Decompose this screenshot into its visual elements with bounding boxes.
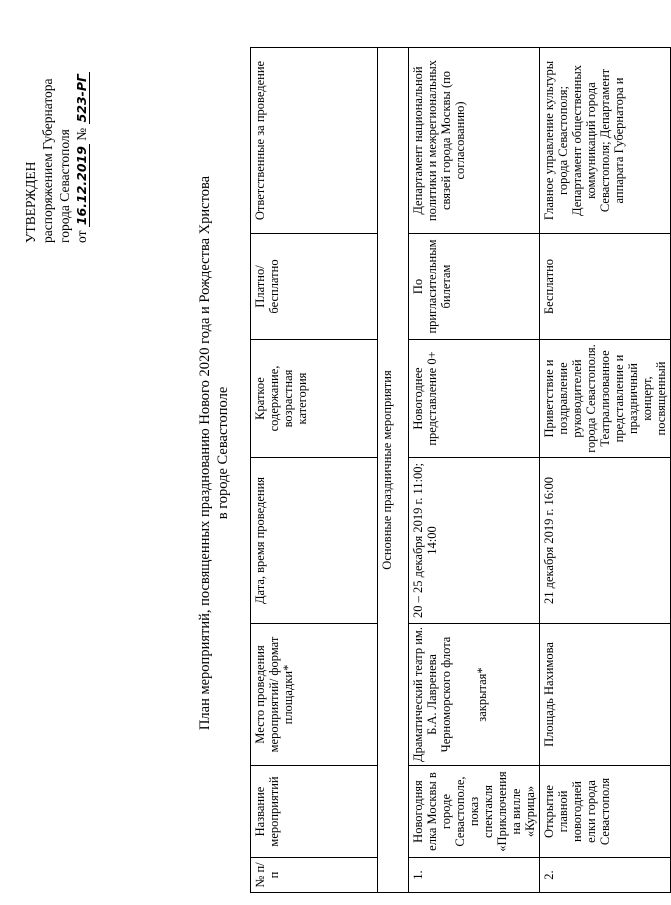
row-place [409,624,540,766]
plan-title-line2: в городе Севастополе [215,386,231,520]
row-paid: Бесплатно [540,234,671,340]
approval-date: 16.12.2019 [74,146,89,226]
approval-heading: УТВЕРЖДЕН [23,161,38,243]
row-number: 2. [540,858,671,893]
header-content: Краткое содержание, возрастная категория [251,340,378,458]
header-date: Дата, время проведения [251,458,378,624]
header-responsible: Ответственные за проведение [251,48,378,234]
row-responsible: Главное управление культуры города Севастополя; Департамент общественных коммуникаций города Севастополя; Департамент аппарата Губернатора и [540,48,671,234]
plan-title [196,73,232,833]
section-title: Основные праздничные мероприятия [378,48,409,893]
approval-line-city: города Севастополя [57,129,72,243]
approval-from-label: от [74,230,89,243]
row-place [540,624,671,766]
row-responsible: Департамент национальной политики и межрегиональных связей города Москвы (по согласованию) [409,48,540,234]
row-content: Новогоднее представление 0+ [409,340,540,458]
row-name: Новогодняя елка Москвы в городе Севастополе, показ спектакля «Приключения на вилле «Курица» [409,766,540,858]
table-header-row [251,48,378,893]
table-row [409,48,540,893]
plan-title-line1: План мероприятий, посвященных празднованию Нового 2020 года и Рождества Христова [197,175,213,731]
row-date: 21 декабря 2019 г. 16:00 [540,458,671,624]
approval-stamp [22,43,90,243]
row-content: Приветствие и поздравление руководителей города Севастополя. Театрализованное представление и праздничный концерт, посвященный [540,340,671,458]
approval-number: 523-РГ [74,74,89,123]
row-number: 1. [409,858,540,893]
row-place-text: Площадь Нахимова [542,642,556,747]
row-place-text: Драматический театр им. Б.А. Лавренева Черноморского флота [411,627,453,762]
row-name: Открытие главной новогодней елки города Севастополя [540,766,671,858]
header-paid: Платно/ бесплатно [251,234,378,340]
section-row [378,48,409,893]
events-table [250,47,671,893]
rotated-landscape-content [10,13,668,893]
approval-line-order: распоряжением Губернатора [40,78,55,243]
header-number: № п/п [251,858,378,893]
approval-number-label: № [74,127,89,141]
approval-date-line [73,43,90,243]
header-name: Название мероприятий [251,766,378,858]
table-row [540,48,671,893]
header-place: Место проведения мероприятий/ формат площадки* [251,624,378,766]
row-date: 20 – 25 декабря 2019 г. 11:00; 14:00 [409,458,540,624]
row-paid: По пригласительным билетам [409,234,540,340]
row-place-format: закрытая* [475,667,489,722]
